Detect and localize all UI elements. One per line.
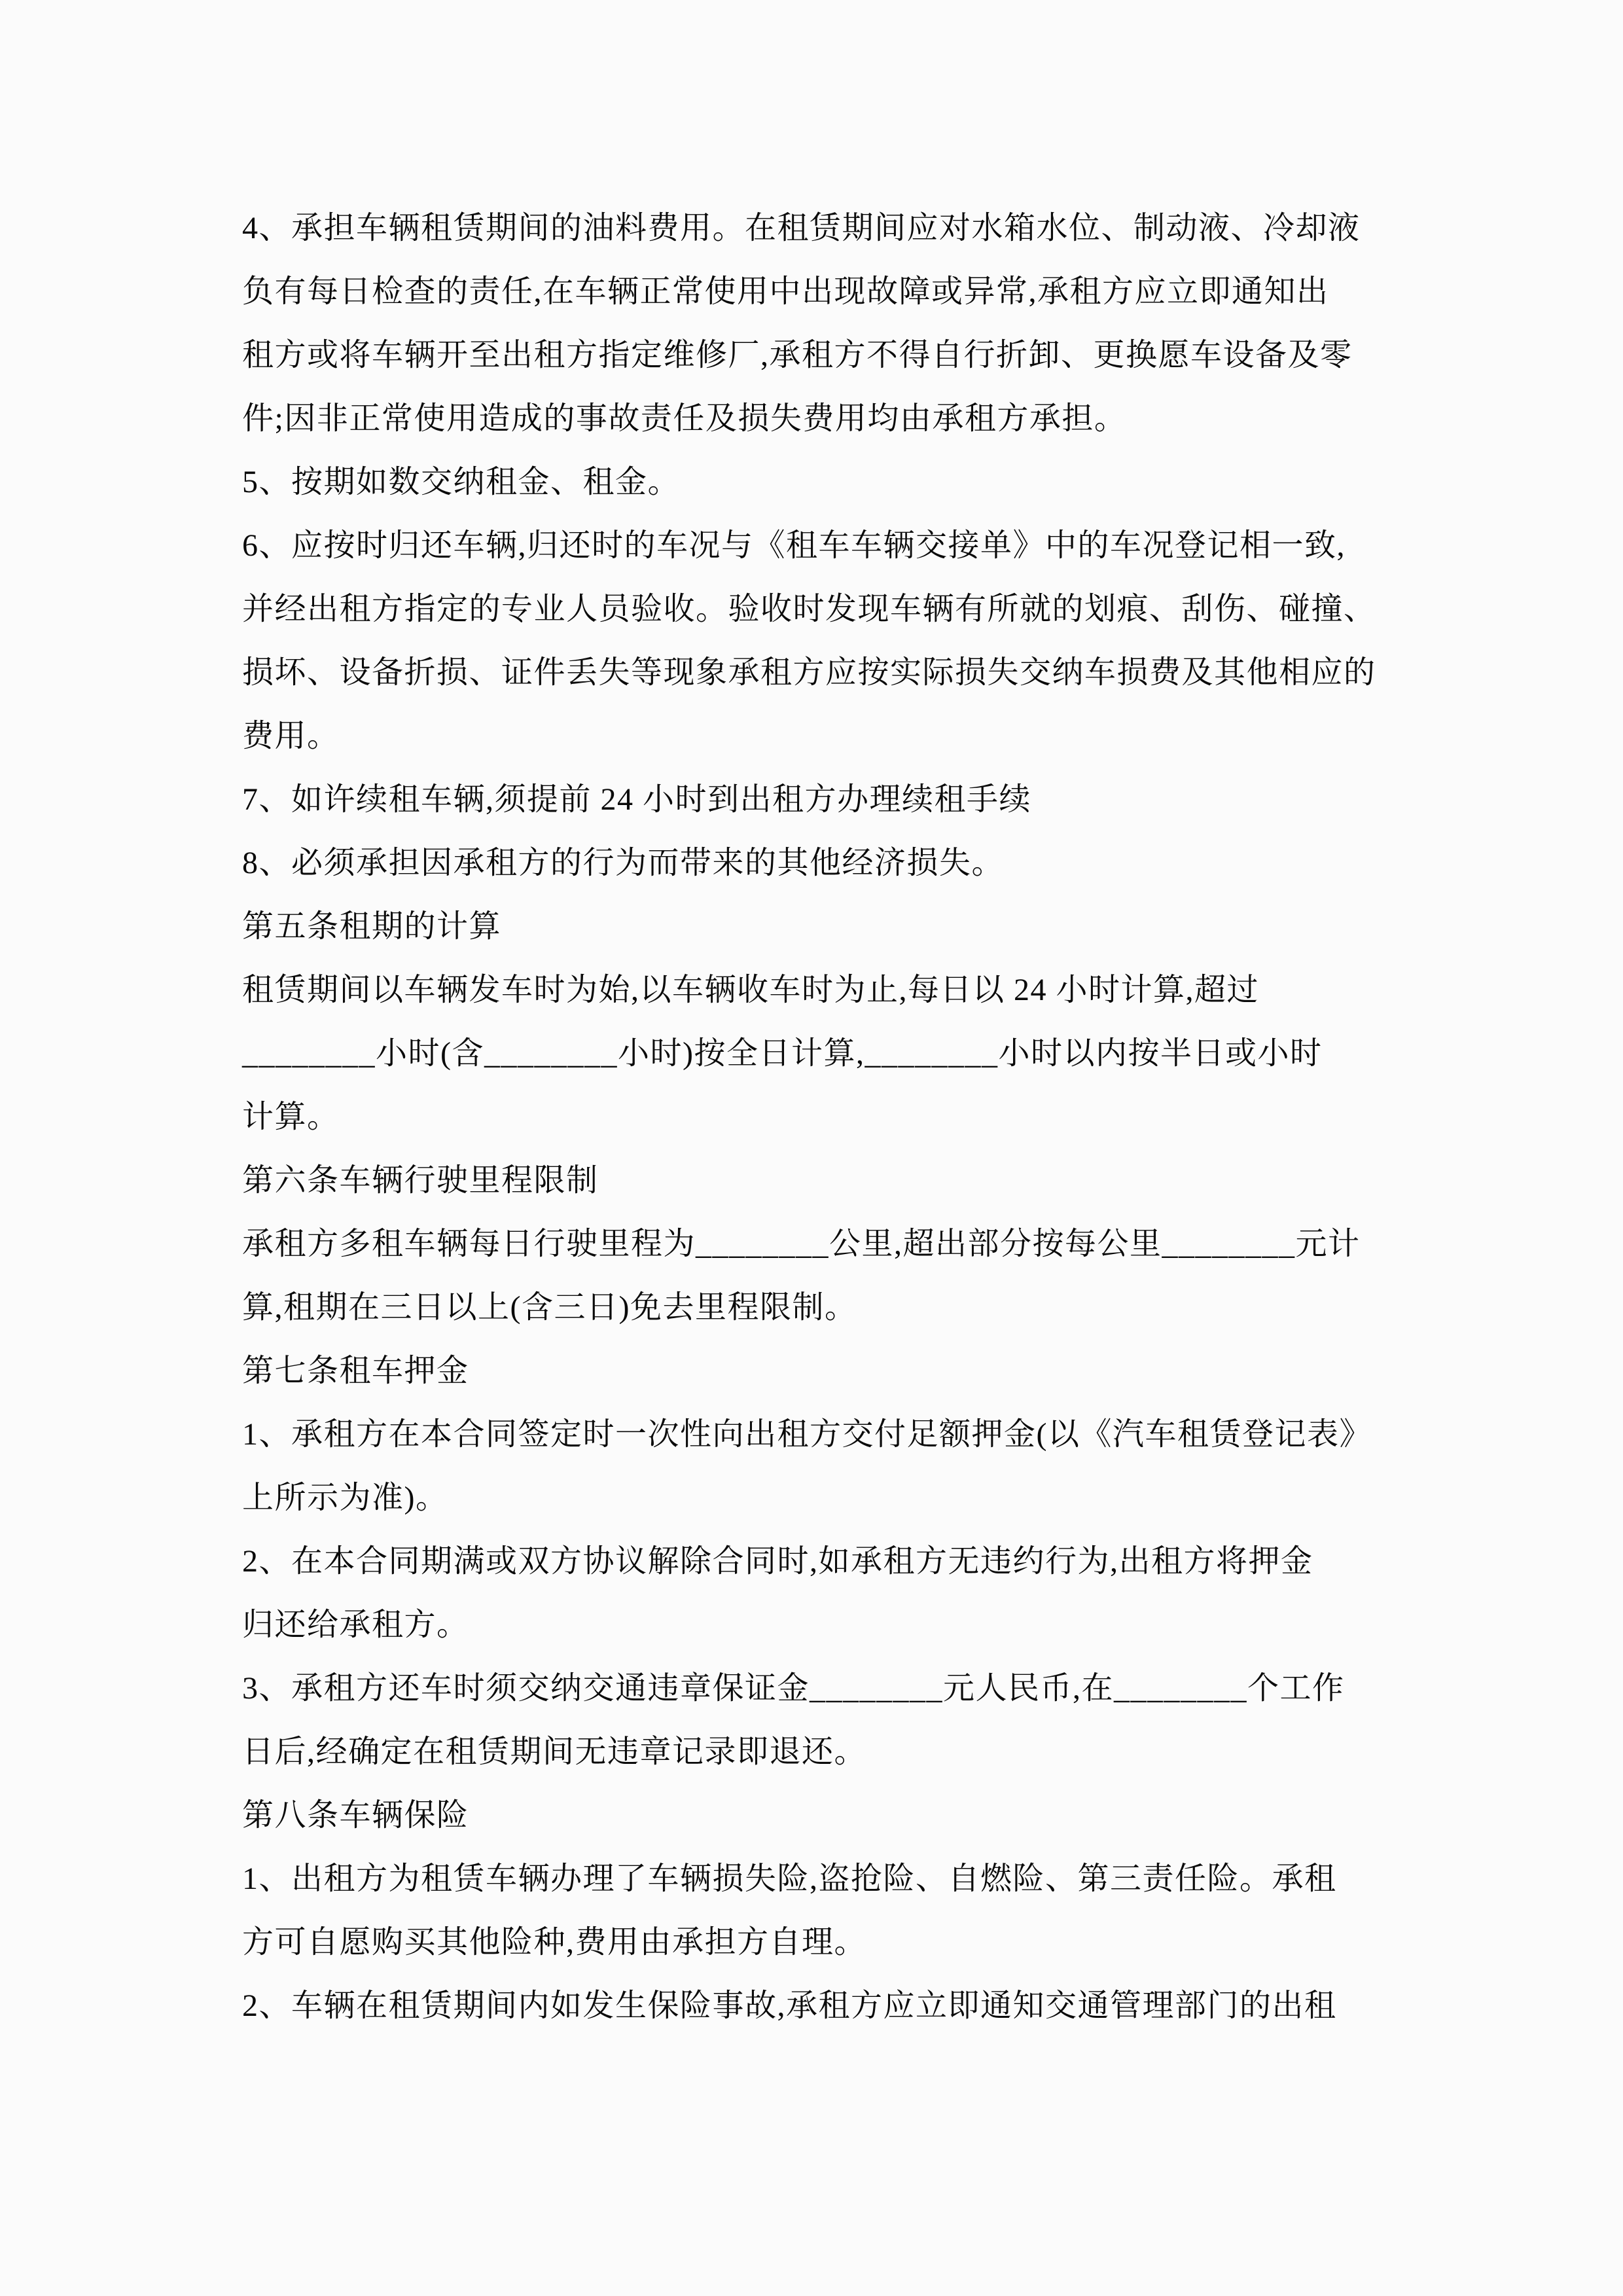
text-line: 第五条租期的计算 xyxy=(242,909,502,944)
text-line: 3、承租方还车时须交纳交通违章保证金________元人民币,在________个工作 xyxy=(242,1671,1345,1706)
text-line: 第六条车辆行驶里程限制 xyxy=(242,1163,599,1198)
text-line: 日后,经确定在租赁期间无违章记录即退还。 xyxy=(242,1734,867,1769)
text-line: 1、承租方在本合同签定时一次性向出租方交付足额押金(以《汽车租赁登记表》 xyxy=(242,1417,1372,1452)
text-line: 归还给承租方。 xyxy=(242,1607,469,1642)
text-line: 2、车辆在租赁期间内如发生保险事故,承租方应立即通知交通管理部门的出租 xyxy=(242,1988,1337,2023)
text-line: 租赁期间以车辆发车时为始,以车辆收车时为止,每日以 24 小时计算,超过 xyxy=(242,973,1260,1007)
text-line: 上所示为准)。 xyxy=(242,1480,448,1515)
text-line: 并经出租方指定的专业人员验收。验收时发现车辆有所就的划痕、刮伤、碰撞、 xyxy=(242,592,1376,626)
text-line: 算,租期在三日以上(含三日)免去里程限制。 xyxy=(242,1290,857,1325)
text-line: 5、按期如数交纳租金、租金。 xyxy=(242,465,681,499)
text-line: 第八条车辆保险 xyxy=(242,1798,469,1833)
text-line: 1、出租方为租赁车辆办理了车辆损失险,盗抢险、自燃险、第三责任险。承租 xyxy=(242,1861,1337,1896)
text-line: 计算。 xyxy=(242,1100,340,1134)
text-line: 负有每日检查的责任,在车辆正常使用中出现故障或异常,承租方应立即通知出 xyxy=(242,274,1329,309)
text-line: 7、如许续租车辆,须提前 24 小时到出租方办理续租手续 xyxy=(242,782,1032,817)
text-line: 6、应按时归还车辆,归还时的车况与《租车车辆交接单》中的车况登记相一致, xyxy=(242,528,1346,563)
text-line: ________小时(含________小时)按全日计算,________小时以内按半日或小时 xyxy=(242,1036,1323,1071)
text-line: 损坏、设备折损、证件丢失等现象承租方应按实际损失交纳车损费及其他相应的 xyxy=(242,655,1376,690)
text-line: 租方或将车辆开至出租方指定维修厂,承租方不得自行折卸、更换愿车设备及零 xyxy=(242,338,1353,372)
text-line: 4、承担车辆租赁期间的油料费用。在租赁期间应对水箱水位、制动液、冷却液 xyxy=(242,211,1361,245)
text-line: 费用。 xyxy=(242,719,340,753)
text-line: 方可自愿购买其他险种,费用由承担方自理。 xyxy=(242,1925,867,1960)
text-line: 件;因非正常使用造成的事故责任及损失费用均由承租方承担。 xyxy=(242,401,1127,436)
text-line: 承租方多租车辆每日行驶里程为________公里,超出部分按每公里________元计 xyxy=(242,1227,1361,1261)
text-line: 第七条租车押金 xyxy=(242,1354,469,1388)
document-body xyxy=(242,196,1584,2037)
text-line: 8、必须承担因承租方的行为而带来的其他经济损失。 xyxy=(242,846,1005,880)
text-line: 2、在本合同期满或双方协议解除合同时,如承租方无违约行为,出租方将押金 xyxy=(242,1544,1313,1579)
